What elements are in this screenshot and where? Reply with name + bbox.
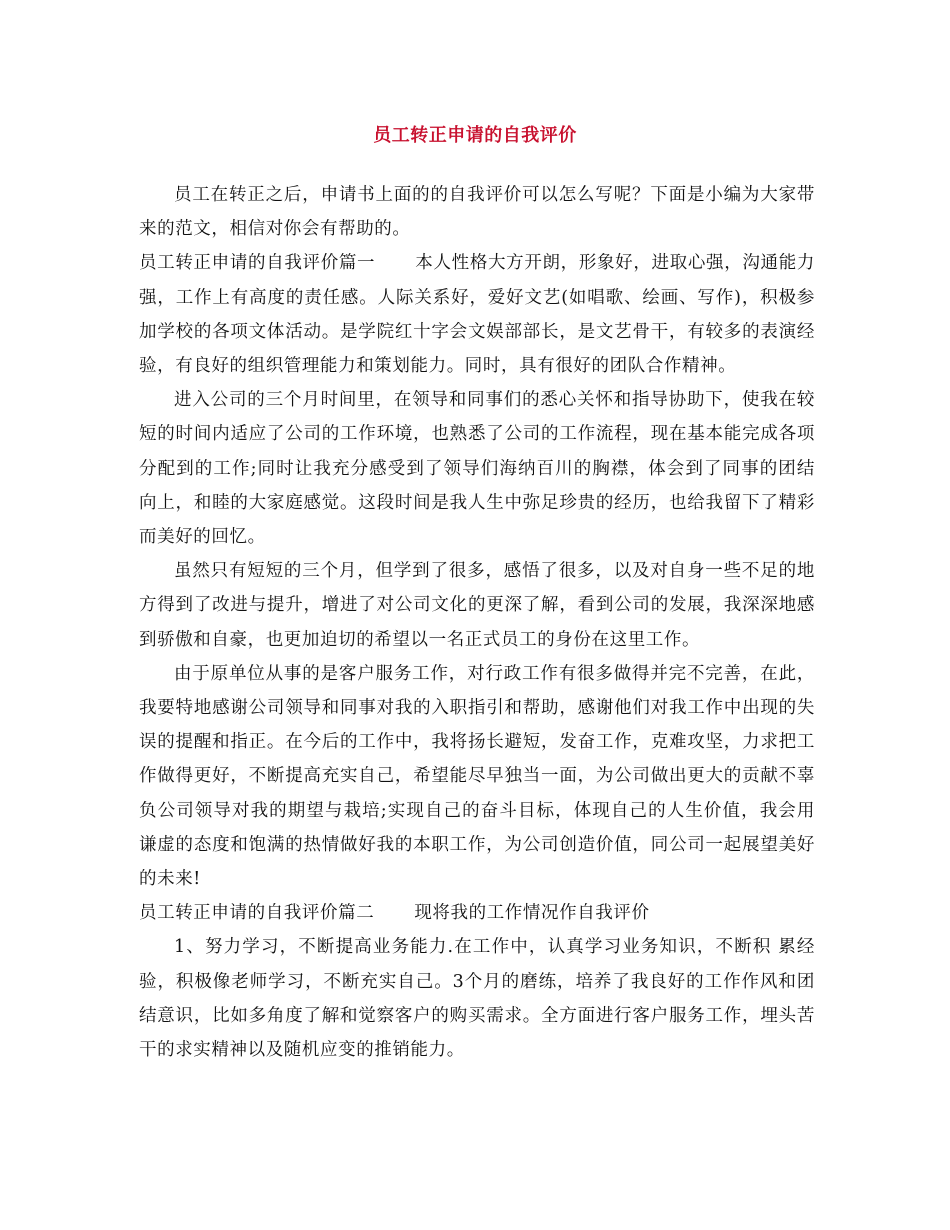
document-title: 员工转正申请的自我评价 [373,125,577,146]
intro-paragraph: 员工在转正之后，申请书上面的的自我评价可以怎么写呢？下面是小编为大家带来的范文，相信对你会有帮助的。 [139,185,815,240]
section-2-paragraph [139,896,815,930]
section-2-heading: 员工转正申请的自我评价篇二 [139,903,375,924]
body-paragraph: 进入公司的三个月时间里，在领导和同事们的悉心关怀和指导协助下，使我在较短的时间内适应了公司的工作环境，也熟悉了公司的工作流程，现在基本能完成各项分配到的工作;同时让我充分感受到了领导们海纳百川的胸襟，体会到了同事的团结向上，和睦的大家庭感觉。这段时间是我人生中弥足珍贵的经历，也给我留下了精彩而美好的回忆。 [139,390,815,548]
section-1-paragraph [139,246,815,383]
section-2-lead-text: 现将我的工作情况作自我评价 [414,903,650,924]
section-1-heading: 员工转正申请的自我评价篇一 [139,253,376,274]
body-paragraph: 由于原单位从事的是客户服务工作，对行政工作有很多做得并完不完善，在此，我要特地感谢公司领导和同事对我的入职指引和帮助，感谢他们对我工作中出现的失误的提醒和指正。在今后的工作中，我将扬长避短，发奋工作，克难攻坚，力求把工作做得更好，不断提高充实自己，希望能尽早独当一面，为公司做出更大的贡献不辜负公司领导对我的期望与栽培;实现自己的奋斗目标，体现自己的人生价值，我会用谦虚的态度和饱满的热情做好我的本职工作，为公司创造价值，同公司一起展望美好的未来! [139,663,815,890]
document-body [139,178,815,1067]
body-paragraph: 1、努力学习，不断提高业务能力.在工作中，认真学习业务知识，不断积 累经验，积极像老师学习，不断充实自己。3个月的磨练，培养了我良好的工作作风和团结意识，比如多角度了解和觉察客户的购买需求。全方面进行客户服务工作，埋头苦干的求实精神以及随机应变的推销能力。 [139,937,815,1061]
body-paragraph: 虽然只有短短的三个月，但学到了很多，感悟了很多，以及对自身一些不足的地方得到了改进与提升，增进了对公司文化的更深了解，看到公司的发展，我深深地感到骄傲和自豪，也更加迫切的希望以一名正式员工的身份在这里工作。 [139,561,815,650]
section-1-lead-text: 本人性格大方开朗，形象好，进取心强，沟通能力强，工作上有高度的责任感。人际关系好，爱好文艺(如唱歌、绘画、写作)，积极参加学校的各项文体活动。是学院红十字会文娱部部长，是文艺骨干，有较多的表演经验，有良好的组织管理能力和策划能力。同时，具有很好的团队合作精神。 [139,253,815,377]
